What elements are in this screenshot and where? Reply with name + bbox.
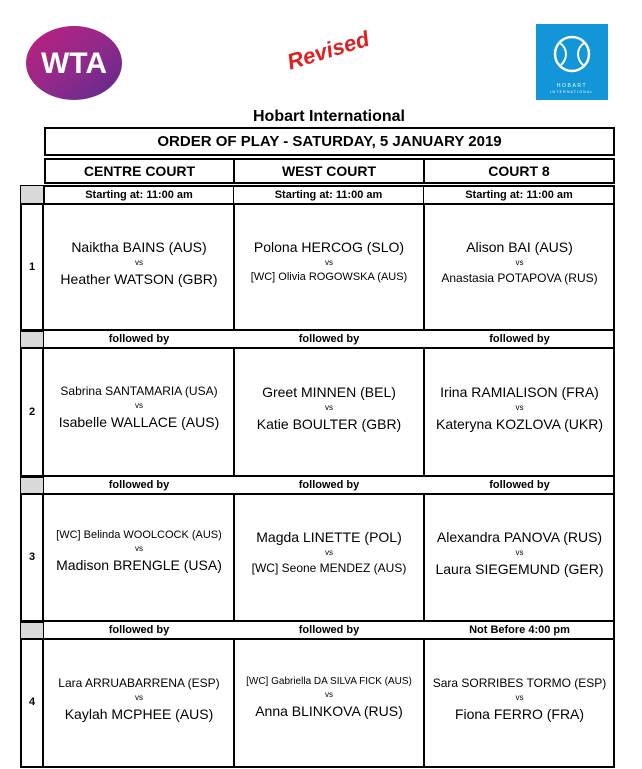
schedule-grid	[20, 185, 615, 768]
match-r4-west	[234, 676, 424, 719]
match-r2-court8	[424, 384, 615, 432]
followed-by-label: followed by	[298, 333, 360, 345]
order-of-play-title: ORDER OF PLAY - SATURDAY, 5 JANUARY 2019	[44, 127, 615, 156]
match-r3-west	[234, 529, 424, 575]
event-title: Hobart International	[252, 108, 405, 125]
revised-stamp: Revised	[284, 25, 373, 75]
player-one: Naiktha BAINS (AUS)	[71, 239, 207, 255]
player-two: Kaylah MCPHEE (AUS)	[64, 706, 214, 722]
match-r1-centre	[44, 239, 234, 287]
versus: vs	[135, 258, 143, 267]
wta-logo	[24, 24, 124, 102]
tennis-ball-icon	[536, 24, 608, 82]
match-r3-court8	[424, 529, 615, 577]
player-one: Sabrina SANTAMARIA (USA)	[60, 384, 218, 398]
versus: vs	[325, 403, 333, 412]
followed-by-label: followed by	[108, 624, 170, 636]
round-number: 1	[28, 261, 36, 273]
player-one: Lara ARRUABARRENA (ESP)	[58, 676, 220, 690]
versus: vs	[515, 693, 524, 702]
versus: vs	[135, 401, 143, 410]
round-number: 4	[28, 696, 36, 708]
versus: vs	[135, 544, 143, 553]
round-number: 3	[28, 551, 36, 563]
hobart-logo-line1: HOBART	[556, 83, 588, 89]
followed-by-label: followed by	[298, 479, 360, 491]
player-two: [WC] Olivia ROGOWSKA (AUS)	[250, 271, 408, 283]
start-time-court8: Starting at: 11:00 am	[423, 185, 615, 204]
row-num-spacer	[20, 331, 44, 348]
player-two: Fiona FERRO (FRA)	[454, 706, 585, 722]
row-num-spacer	[20, 185, 44, 204]
versus: vs	[325, 258, 333, 267]
hobart-logo-line2: INTERNATIONAL	[550, 90, 594, 94]
player-two: Isabelle WALLACE (AUS)	[58, 414, 220, 430]
versus: vs	[325, 548, 333, 557]
match-r4-centre	[44, 676, 234, 722]
player-two: [WC] Seone MENDEZ (AUS)	[251, 561, 407, 575]
versus: vs	[515, 258, 524, 267]
court-header-centre: CENTRE COURT	[44, 158, 235, 184]
followed-by-label: followed by	[489, 333, 550, 345]
match-r2-west	[234, 384, 424, 432]
player-one: Sara SORRIBES TORMO (ESP)	[432, 676, 607, 690]
player-one: Alexandra PANOVA (RUS)	[436, 529, 603, 545]
player-two: Laura SIEGEMUND (GER)	[435, 561, 604, 577]
start-time-west: Starting at: 11:00 am	[233, 185, 424, 204]
player-one: [WC] Gabriella DA SILVA FICK (AUS)	[246, 676, 412, 687]
match-r4-court8	[424, 676, 615, 722]
player-one: Polona HERCOG (SLO)	[253, 239, 405, 255]
row-num-spacer	[20, 622, 44, 639]
court-header-west: WEST COURT	[233, 158, 425, 184]
player-two: Madison BRENGLE (USA)	[56, 557, 222, 573]
versus: vs	[135, 693, 143, 702]
player-two: Kateryna KOZLOVA (UKR)	[435, 416, 603, 432]
player-one: Magda LINETTE (POL)	[256, 529, 402, 545]
wta-logo-text: WTA	[40, 47, 108, 80]
player-two: Heather WATSON (GBR)	[60, 271, 218, 287]
player-two: Katie BOULTER (GBR)	[256, 416, 402, 432]
court-header-court8: COURT 8	[423, 158, 615, 184]
player-one: Irina RAMIALISON (FRA)	[440, 384, 599, 400]
player-one: Alison BAI (AUS)	[466, 239, 573, 255]
versus: vs	[515, 548, 524, 557]
player-one: [WC] Belinda WOOLCOCK (AUS)	[56, 529, 222, 541]
hobart-logo	[536, 24, 608, 100]
round-number: 2	[28, 406, 36, 418]
match-r2-centre	[44, 384, 234, 430]
followed-by-label: followed by	[108, 479, 170, 491]
match-r1-court8	[424, 239, 615, 285]
match-r3-centre	[44, 529, 234, 573]
versus: vs	[515, 403, 524, 412]
versus: vs	[325, 690, 333, 699]
not-before-label: Not Before 4:00 pm	[469, 624, 570, 636]
followed-by-label: followed by	[489, 479, 550, 491]
player-two: Anastasia POTAPOVA (RUS)	[441, 271, 598, 285]
followed-by-label: followed by	[298, 624, 360, 636]
player-one: Greet MINNEN (BEL)	[262, 384, 396, 400]
start-time-centre: Starting at: 11:00 am	[44, 185, 234, 204]
player-two: Anna BLINKOVA (RUS)	[255, 703, 403, 719]
row-num-spacer	[20, 477, 44, 494]
match-r1-west	[234, 239, 424, 283]
followed-by-label: followed by	[108, 333, 170, 345]
